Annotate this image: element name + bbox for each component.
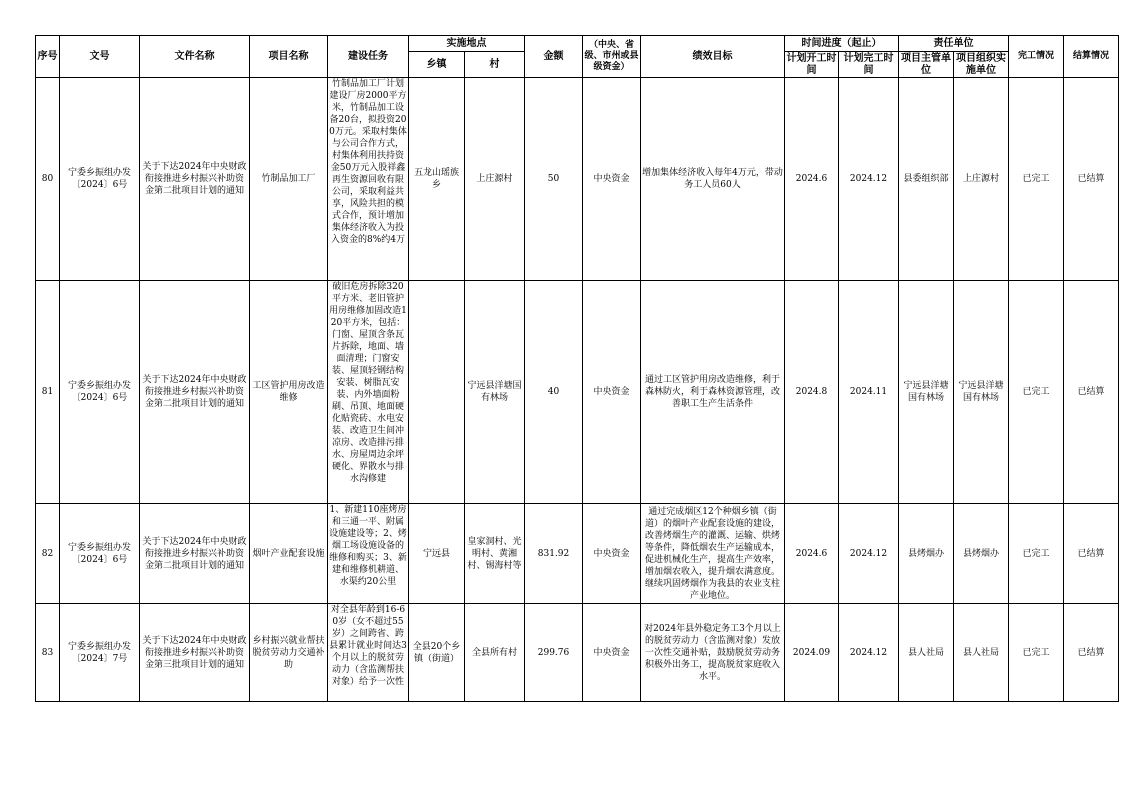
cell-township	[409, 281, 465, 504]
header-location: 实施地点	[409, 36, 525, 52]
header-start: 计划开工时间	[786, 52, 837, 76]
cell-village: 全县所有村	[465, 604, 525, 702]
cell-settlement: 已结算	[1064, 604, 1119, 702]
cell-village: 皇家洞村、光明村、黄湘村、锡海村等	[465, 504, 525, 604]
cell-amount: 299.76	[525, 604, 583, 702]
cell-settlement: 已结算	[1064, 504, 1119, 604]
cell-seq: 80	[36, 78, 60, 281]
cell-township: 宁远县	[409, 504, 465, 604]
header-settlement: 结算情况	[1064, 36, 1119, 78]
cell-seq: 82	[36, 504, 60, 604]
cell-village: 宁远县洋塘国有林场	[465, 281, 525, 504]
cell-dept: 县烤烟办	[899, 504, 954, 604]
cell-implementer: 县烤烟办	[954, 504, 1009, 604]
cell-start: 2024.6	[785, 504, 839, 604]
cell-township: 五龙山瑶族乡	[409, 78, 465, 281]
cell-seq: 81	[36, 281, 60, 504]
cell-dept: 宁远县洋塘国有林场	[899, 281, 954, 504]
cell-fund: 中央资金	[583, 78, 641, 281]
table-row	[36, 504, 1119, 604]
project-table	[35, 35, 1119, 702]
cell-start: 2024.6	[785, 78, 839, 281]
cell-amount: 50	[525, 78, 583, 281]
header-project-name: 项目名称	[250, 36, 328, 78]
cell-village: 上庄源村	[465, 78, 525, 281]
header-doc-no: 文号	[60, 36, 140, 78]
cell-finish: 2024.12	[839, 78, 899, 281]
header-dept: 项目主管单位	[899, 52, 954, 78]
cell-doc-name: 关于下达2024年中央财政衔接推进乡村振兴补助资金第二批项目计划的通知	[140, 78, 250, 281]
header-finish: 计划完工时间	[839, 52, 899, 78]
cell-seq: 83	[36, 604, 60, 702]
cell-completion: 已完工	[1009, 78, 1064, 281]
cell-performance: 对2024年县外稳定务工3个月以上的脱贫劳动力（含监测对象）发放一次性交通补贴，鼓励脱贫劳动务积极外出务工，提高脱贫家庭收入水平。	[641, 604, 785, 702]
cell-township: 全县20个乡镇（街道）	[409, 604, 465, 702]
cell-completion: 已完工	[1009, 604, 1064, 702]
cell-completion: 已完工	[1009, 504, 1064, 604]
cell-dept: 县委组织部	[899, 78, 954, 281]
cell-task: 1、新建110座烤房和三通一平、附属设施建设等；2、烤烟工场设施设备的维修和购买；3、新建和维修机耕道、水渠约20公里	[328, 504, 409, 604]
cell-finish: 2024.12	[839, 504, 899, 604]
table-row	[36, 78, 1119, 281]
cell-doc-no: 宁委乡振组办发〔2024〕6号	[60, 78, 140, 281]
cell-completion: 已完工	[1009, 281, 1064, 504]
cell-doc-name: 关于下达2024年中央财政衔接推进乡村振兴补助资金第二批项目计划的通知	[140, 281, 250, 504]
cell-finish: 2024.12	[839, 604, 899, 702]
cell-project-name: 竹制品加工厂	[250, 78, 328, 281]
cell-start: 2024.8	[785, 281, 839, 504]
header-responsible: 责任单位	[899, 36, 1009, 52]
cell-fund: 中央资金	[583, 604, 641, 702]
header-fund-level: （中央、省级、市州或县级资金）	[583, 36, 641, 78]
cell-doc-no: 宁委乡振组办发〔2024〕7号	[60, 604, 140, 702]
cell-fund: 中央资金	[583, 281, 641, 504]
cell-task: 竹制品加工厂计划建设厂房2000平方米，竹制品加工设备20台，拟投资200万元。采取村集体与公司合作方式，村集体利用扶持资金50万元入股祥鑫再生资源回收有限公司，采取利益共享，风险共担的模式合作，预计增加集体经济收入为投入资金的8%约4万	[328, 78, 409, 281]
cell-doc-name: 关于下达2024年中央财政衔接推进乡村振兴补助资金第二批项目计划的通知	[140, 504, 250, 604]
cell-project-name: 乡村振兴就业帮扶脱贫劳动力交通补助	[250, 604, 328, 702]
cell-task: 对全县年龄到16-60岁（女不超过55岁）之间跨省、跨县累计就业时间达3个月以上的脱贫劳动力（含监测帮扶对象）给予一次性	[328, 604, 409, 702]
cell-settlement: 已结算	[1064, 281, 1119, 504]
cell-implementer: 宁远县洋塘国有林场	[954, 281, 1009, 504]
header-schedule: 时间进度（起止）	[785, 36, 899, 52]
cell-doc-no: 宁委乡振组办发〔2024〕6号	[60, 504, 140, 604]
header-completion: 完工情况	[1009, 36, 1064, 78]
cell-implementer: 县人社局	[954, 604, 1009, 702]
cell-doc-no: 宁委乡振组办发〔2024〕6号	[60, 281, 140, 504]
header-implementer: 项目组织实施单位	[954, 52, 1009, 78]
table-row	[36, 281, 1119, 504]
cell-finish: 2024.11	[839, 281, 899, 504]
header-task: 建设任务	[328, 36, 409, 78]
cell-dept: 县人社局	[899, 604, 954, 702]
cell-start: 2024.09	[785, 604, 839, 702]
header-township: 乡镇	[409, 52, 465, 78]
header-village: 村	[465, 52, 525, 78]
cell-task: 破旧危房拆除320平方米、老旧管护用房维修加固改造120平方米，包括：门窗、屋顶含条瓦片拆除，地面、墙面清理；门窗安装、屋顶轻钢结构安装、树脂瓦安装、内外墙面粉刷、吊顶、地面硬化贴瓷砖、水电安装、改造卫生间冲凉房、改造排污排水、房屋周边余坪硬化、界散水与排水沟修建	[328, 281, 409, 504]
table-row	[36, 604, 1119, 702]
cell-settlement: 已结算	[1064, 78, 1119, 281]
header-performance: 绩效目标	[641, 36, 785, 78]
cell-amount: 831.92	[525, 504, 583, 604]
cell-amount: 40	[525, 281, 583, 504]
cell-doc-name: 关于下达2024年中央财政衔接推进乡村振兴补助资金第三批项目计划的通知	[140, 604, 250, 702]
cell-project-name: 烟叶产业配套设施	[250, 504, 328, 604]
cell-performance: 通过完成烟区12个种烟乡镇（街道）的烟叶产业配套设施的建设，改善烤烟生产的灌溉、运输、烘烤等条件，降低烟农生产运输成本，促进机械化生产，提高生产效率，增加烟农收入，提升烟农满意度。继续巩固烤烟作为我县的农业支柱产业地位。	[641, 504, 785, 604]
cell-performance: 通过工区管护用房改造维修，利于森林防火，利于森林资源管理，改善职工生产生活条件	[641, 281, 785, 504]
cell-fund: 中央资金	[583, 504, 641, 604]
cell-project-name: 工区管护用房改造维修	[250, 281, 328, 504]
header-seq: 序号	[36, 36, 60, 78]
header-amount: 金额	[525, 36, 583, 78]
cell-performance: 增加集体经济收入每年4万元，带动务工人员60人	[641, 78, 785, 281]
cell-implementer: 上庄源村	[954, 78, 1009, 281]
header-doc-name: 文件名称	[140, 36, 250, 78]
